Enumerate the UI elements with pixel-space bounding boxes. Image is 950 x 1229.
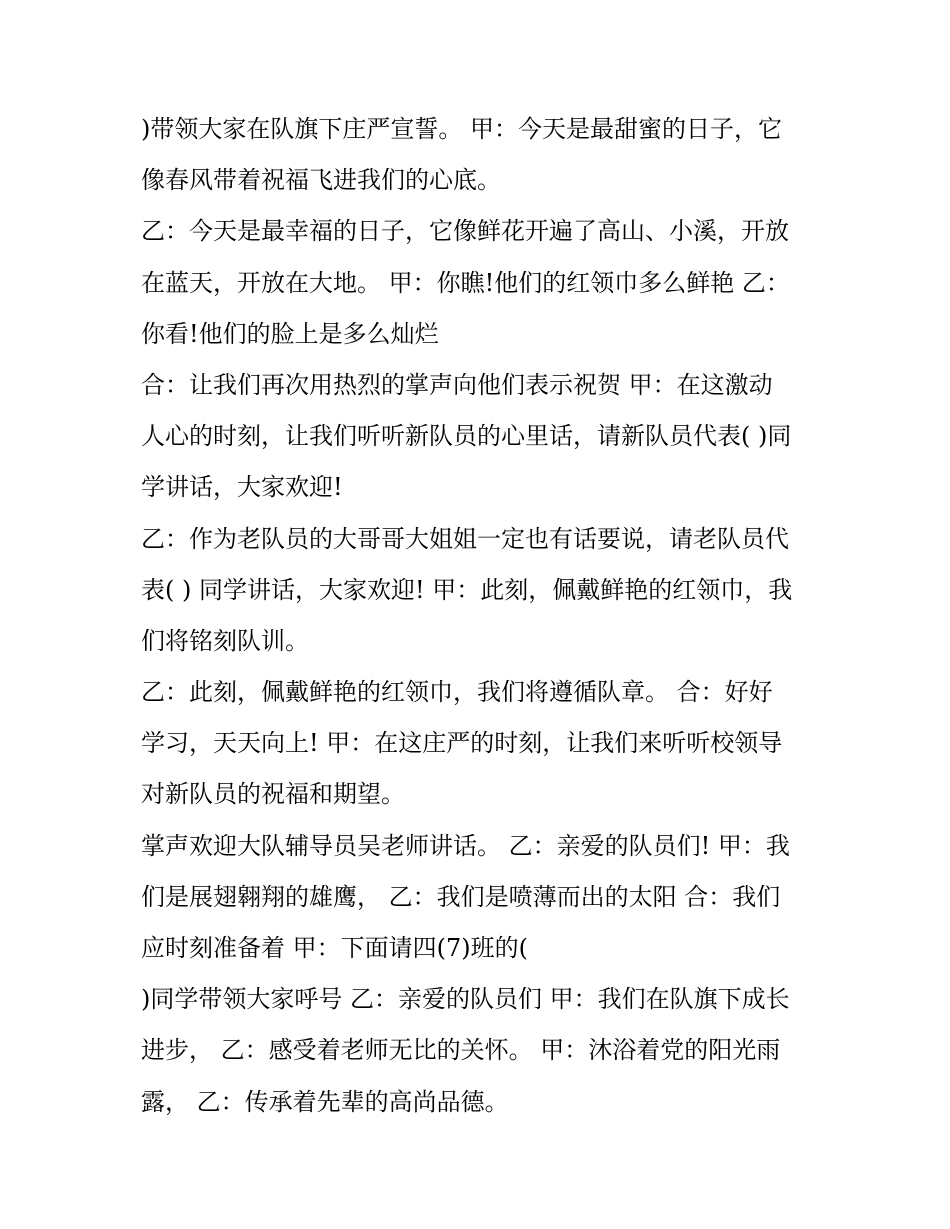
text-line: 们将铭刻队训。 <box>141 626 309 655</box>
text-line: 像春风带着祝福飞进我们的心底。 <box>141 166 501 195</box>
document-body <box>141 104 821 1128</box>
text-line: 掌声欢迎大队辅导员吴老师讲话。 乙：亲爱的队员们! 甲：我 <box>141 831 790 860</box>
text-line: 对新队员的祝福和期望。 <box>141 780 405 809</box>
text-line: 应时刻准备着 甲：下面请四(7)班的( <box>141 934 528 962</box>
text-line: 乙：作为老队员的大哥哥大姐姐一定也有话要说，请老队员代 <box>141 524 789 553</box>
text-line: 人心的时刻，让我们听听新队员的心里话，请新队员代表( )同 <box>141 422 792 451</box>
text-line: 你看!他们的脸上是多么灿烂 <box>141 319 439 348</box>
text-line: )同学带领大家呼号 乙：亲爱的队员们 甲：我们在队旗下成长 <box>141 985 790 1014</box>
text-line: )带领大家在队旗下庄严宣誓。 甲：今天是最甜蜜的日子，它 <box>141 115 782 143</box>
text-line: 们是展翅翱翔的雄鹰， 乙：我们是喷薄而出的太阳 合：我们 <box>141 882 781 911</box>
text-line: 表( ) 同学讲话，大家欢迎! 甲：此刻，佩戴鲜艳的红领巾，我 <box>141 575 793 604</box>
text-line: 露， 乙：传承着先辈的高尚品德。 <box>141 1087 509 1116</box>
text-line: 进步， 乙：感受着老师无比的关怀。 甲：沐浴着党的阳光雨 <box>141 1036 781 1065</box>
text-line: 学讲话，大家欢迎! <box>141 473 343 502</box>
text-line: 乙：此刻，佩戴鲜艳的红领巾，我们将遵循队章。 合：好好 <box>141 678 773 707</box>
text-line: 合：让我们再次用热烈的掌声向他们表示祝贺 甲：在这激动 <box>141 370 773 399</box>
text-line: 在蓝天，开放在大地。 甲：你瞧!他们的红领巾多么鲜艳 乙： <box>141 268 790 297</box>
text-line: 乙：今天是最幸福的日子，它像鲜花开遍了高山、小溪，开放 <box>141 217 789 246</box>
text-line: 学习，天天向上! 甲：在这庄严的时刻，让我们来听听校领导 <box>141 729 783 758</box>
